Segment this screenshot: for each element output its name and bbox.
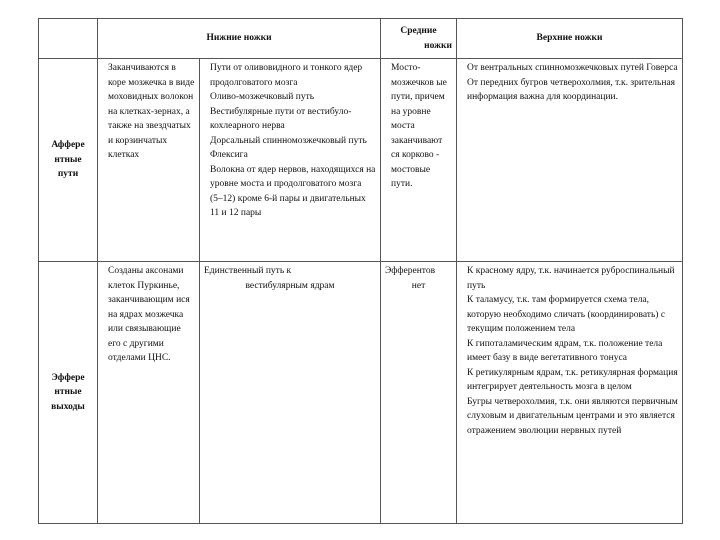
efferent-label-line: Эффере	[51, 372, 85, 383]
header-middle-peduncles	[381, 19, 457, 59]
header-corner-cell	[39, 19, 98, 59]
efferent-lower-origin-cell	[98, 262, 200, 524]
afferent-upper-item: От передних бугров четверохолмия, т.к. зрительная информация важна для координации.	[467, 77, 676, 102]
afferent-label-line: пути	[57, 169, 79, 180]
afferent-lower-termination-text: Заканчиваются в коре мозжечка в виде моховидных волокон на клетках-зернах, а также на звездчатых и корзинчатых клетках	[108, 63, 195, 160]
afferent-lower-paths-cell	[200, 59, 381, 262]
efferent-upper-item: К гипоталамическим ядрам, т.к. положение тела имеет базу в виде вегетативного тонуса	[467, 338, 663, 363]
afferent-lower-termination-cell	[98, 59, 200, 262]
header-row	[39, 19, 683, 59]
afferent-upper-item: От вентральных спинномозжечковых путей Говерса	[467, 63, 678, 73]
afferent-middle-text: Мосто-мозжечков ые пути, причем на уровне моста заканчивают ся корково - мостовые пути.	[391, 63, 447, 189]
efferent-lower-origin-item: Созданы аксонами клеток Пуркинье, заканчивающим ися на ядрах мозжечка	[108, 266, 190, 320]
afferent-middle-cell	[381, 59, 457, 262]
efferent-upper-item: К красному ядру, т.к. начинается руброспинальный путь	[467, 266, 675, 291]
efferent-middle-line1: Эфферентов	[385, 266, 436, 276]
afferent-lower-path-item: Пути от оливовидного и тонкого ядер продолговатого мозга	[210, 63, 363, 88]
efferent-label-line: выходы	[51, 401, 85, 412]
efferent-lower-paths-cell	[200, 262, 381, 524]
efferent-upper-item: К таламусу, т.к. там формируется схема тела, которую необходимо сличать (координировать) с текущим положением тела	[467, 295, 666, 334]
efferent-middle-cell	[381, 262, 457, 524]
header-upper-peduncles: Верхние ножки	[457, 19, 683, 59]
efferent-lower-path-line2: вестибулярным ядрам	[245, 280, 335, 291]
efferent-lower-path-line1: Единственный путь к	[204, 266, 292, 276]
afferent-lower-path-item: Оливо-мозжечковый путь	[210, 92, 315, 102]
efferent-upper-cell	[457, 262, 683, 524]
efferent-upper-item: Бугры четверохолмия, т.к. они являются первичным слуховым и двигательным центрами и это является отражением эволюции нервных путей	[467, 396, 678, 436]
afferent-label-line: Афферe	[51, 140, 85, 151]
afferent-lower-path-item: Дорсальный спинномозжечковый путь Флексига	[210, 135, 367, 160]
efferent-upper-item: К ретикулярным ядрам, т.к. ретикулярная формация интегрирует деятельность мозга в целом	[467, 367, 678, 392]
afferent-row-label	[39, 59, 98, 262]
efferent-label-line: нтные	[54, 387, 82, 398]
efferent-middle-line2: нет	[411, 280, 426, 291]
afferent-lower-path-item: Волокна от ядер нервов, находящихся на уровне моста и продолговатого мозга (5–12) кроме 6-й пары и двигательных 11 и 12 пары	[210, 164, 376, 218]
header-middle-line2: ножки	[424, 40, 452, 51]
efferent-lower-origin-item: или связывающие его с другими отделами ЦНС.	[108, 324, 181, 363]
afferent-upper-cell	[457, 59, 683, 262]
efferent-row	[39, 262, 683, 524]
afferent-label-line: нтные	[54, 154, 82, 165]
cerebellum-peduncles-table	[38, 18, 683, 524]
afferent-lower-path-item: Вестибулярные пути от вестибуло-кохлеарного нерва	[210, 106, 352, 131]
efferent-row-label	[39, 262, 98, 524]
header-lower-peduncles: Нижние ножки	[98, 19, 381, 59]
header-middle-line1: Средние	[400, 26, 437, 36]
afferent-row	[39, 59, 683, 262]
